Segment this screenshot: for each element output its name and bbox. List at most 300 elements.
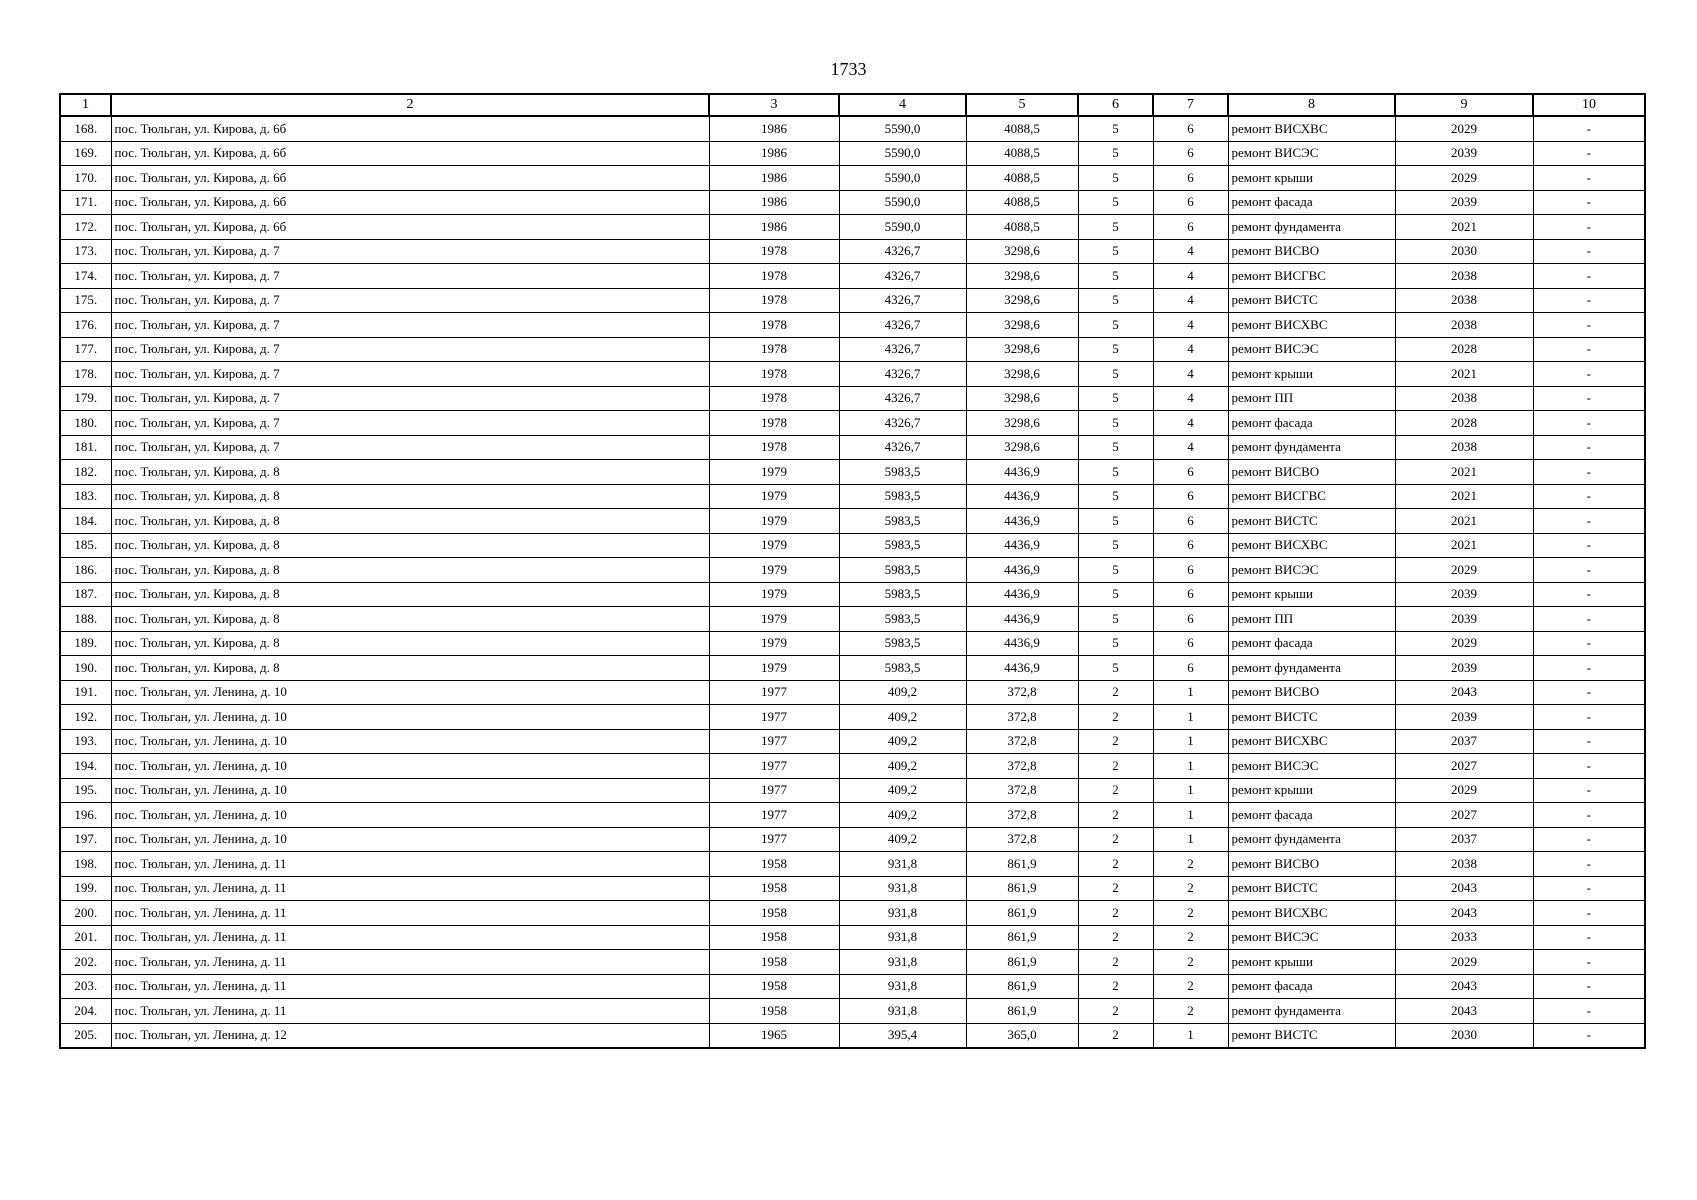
cell-living-area: 861,9 bbox=[966, 950, 1078, 975]
cell-total-area: 4326,7 bbox=[839, 239, 966, 264]
cell-floors: 2 bbox=[1078, 827, 1153, 852]
cell-total-area: 5983,5 bbox=[839, 558, 966, 583]
cell-address: пос. Тюльган, ул. Кирова, д. 7 bbox=[111, 239, 709, 264]
cell-year-built: 1978 bbox=[709, 386, 839, 411]
cell-row-number: 200. bbox=[60, 901, 111, 926]
cell-year-built: 1979 bbox=[709, 460, 839, 485]
cell-entrances: 1 bbox=[1153, 803, 1228, 828]
cell-floors: 5 bbox=[1078, 460, 1153, 485]
cell-value: - bbox=[1533, 607, 1645, 632]
cell-entrances: 6 bbox=[1153, 190, 1228, 215]
cell-value: - bbox=[1533, 974, 1645, 999]
cell-year-built: 1977 bbox=[709, 754, 839, 779]
cell-floors: 5 bbox=[1078, 116, 1153, 141]
cell-total-area: 409,2 bbox=[839, 705, 966, 730]
cell-value: - bbox=[1533, 729, 1645, 754]
cell-planned-year: 2030 bbox=[1395, 1023, 1533, 1048]
cell-address: пос. Тюльган, ул. Кирова, д. 8 bbox=[111, 509, 709, 534]
cell-year-built: 1979 bbox=[709, 631, 839, 656]
column-header-7: 7 bbox=[1153, 94, 1228, 116]
cell-floors: 5 bbox=[1078, 362, 1153, 387]
cell-total-area: 4326,7 bbox=[839, 386, 966, 411]
cell-planned-year: 2043 bbox=[1395, 974, 1533, 999]
cell-floors: 2 bbox=[1078, 852, 1153, 877]
cell-year-built: 1958 bbox=[709, 925, 839, 950]
column-header-5: 5 bbox=[966, 94, 1078, 116]
cell-row-number: 198. bbox=[60, 852, 111, 877]
cell-work-type: ремонт ВИСТС bbox=[1228, 876, 1395, 901]
cell-address: пос. Тюльган, ул. Кирова, д. 6б bbox=[111, 141, 709, 166]
cell-work-type: ремонт ВИСТС bbox=[1228, 288, 1395, 313]
cell-address: пос. Тюльган, ул. Кирова, д. 8 bbox=[111, 533, 709, 558]
cell-work-type: ремонт ВИСТС bbox=[1228, 1023, 1395, 1048]
cell-entrances: 6 bbox=[1153, 656, 1228, 681]
table-row bbox=[60, 215, 1645, 240]
cell-floors: 2 bbox=[1078, 680, 1153, 705]
cell-living-area: 372,8 bbox=[966, 827, 1078, 852]
cell-entrances: 6 bbox=[1153, 631, 1228, 656]
cell-address: пос. Тюльган, ул. Кирова, д. 8 bbox=[111, 558, 709, 583]
cell-value: - bbox=[1533, 190, 1645, 215]
cell-year-built: 1986 bbox=[709, 166, 839, 191]
table-row bbox=[60, 141, 1645, 166]
table-row bbox=[60, 190, 1645, 215]
cell-address: пос. Тюльган, ул. Ленина, д. 11 bbox=[111, 876, 709, 901]
cell-floors: 5 bbox=[1078, 533, 1153, 558]
cell-value: - bbox=[1533, 215, 1645, 240]
cell-living-area: 4436,9 bbox=[966, 582, 1078, 607]
cell-entrances: 2 bbox=[1153, 876, 1228, 901]
cell-work-type: ремонт крыши bbox=[1228, 362, 1395, 387]
cell-entrances: 6 bbox=[1153, 509, 1228, 534]
cell-total-area: 5590,0 bbox=[839, 141, 966, 166]
cell-planned-year: 2037 bbox=[1395, 729, 1533, 754]
cell-entrances: 4 bbox=[1153, 411, 1228, 436]
cell-floors: 2 bbox=[1078, 901, 1153, 926]
cell-living-area: 372,8 bbox=[966, 680, 1078, 705]
cell-total-area: 5590,0 bbox=[839, 116, 966, 141]
cell-living-area: 861,9 bbox=[966, 925, 1078, 950]
cell-entrances: 4 bbox=[1153, 386, 1228, 411]
cell-planned-year: 2029 bbox=[1395, 950, 1533, 975]
cell-entrances: 6 bbox=[1153, 533, 1228, 558]
cell-row-number: 202. bbox=[60, 950, 111, 975]
cell-planned-year: 2021 bbox=[1395, 484, 1533, 509]
cell-living-area: 4436,9 bbox=[966, 509, 1078, 534]
cell-living-area: 4436,9 bbox=[966, 533, 1078, 558]
table-row bbox=[60, 264, 1645, 289]
cell-row-number: 175. bbox=[60, 288, 111, 313]
cell-floors: 2 bbox=[1078, 950, 1153, 975]
cell-living-area: 3298,6 bbox=[966, 313, 1078, 338]
cell-value: - bbox=[1533, 803, 1645, 828]
cell-total-area: 409,2 bbox=[839, 778, 966, 803]
cell-entrances: 4 bbox=[1153, 362, 1228, 387]
cell-row-number: 205. bbox=[60, 1023, 111, 1048]
cell-year-built: 1979 bbox=[709, 656, 839, 681]
cell-planned-year: 2043 bbox=[1395, 680, 1533, 705]
table-row bbox=[60, 288, 1645, 313]
cell-entrances: 4 bbox=[1153, 239, 1228, 264]
cell-row-number: 171. bbox=[60, 190, 111, 215]
table-row bbox=[60, 778, 1645, 803]
cell-row-number: 181. bbox=[60, 435, 111, 460]
cell-entrances: 2 bbox=[1153, 925, 1228, 950]
cell-living-area: 3298,6 bbox=[966, 337, 1078, 362]
table-row bbox=[60, 950, 1645, 975]
cell-year-built: 1958 bbox=[709, 876, 839, 901]
cell-row-number: 179. bbox=[60, 386, 111, 411]
cell-living-area: 3298,6 bbox=[966, 386, 1078, 411]
cell-work-type: ремонт ВИСВО bbox=[1228, 239, 1395, 264]
cell-entrances: 1 bbox=[1153, 754, 1228, 779]
cell-floors: 5 bbox=[1078, 607, 1153, 632]
cell-year-built: 1958 bbox=[709, 901, 839, 926]
cell-work-type: ремонт фундамента bbox=[1228, 215, 1395, 240]
cell-work-type: ремонт ВИСГВС bbox=[1228, 484, 1395, 509]
table-row bbox=[60, 460, 1645, 485]
cell-year-built: 1958 bbox=[709, 950, 839, 975]
cell-work-type: ремонт ПП bbox=[1228, 386, 1395, 411]
cell-year-built: 1979 bbox=[709, 582, 839, 607]
register-table bbox=[59, 93, 1646, 1049]
page-number: 1733 bbox=[830, 59, 867, 79]
cell-value: - bbox=[1533, 925, 1645, 950]
cell-total-area: 5590,0 bbox=[839, 166, 966, 191]
cell-work-type: ремонт ВИСЭС bbox=[1228, 754, 1395, 779]
cell-floors: 5 bbox=[1078, 166, 1153, 191]
cell-total-area: 4326,7 bbox=[839, 313, 966, 338]
cell-value: - bbox=[1533, 484, 1645, 509]
cell-planned-year: 2039 bbox=[1395, 656, 1533, 681]
cell-total-area: 5983,5 bbox=[839, 533, 966, 558]
cell-year-built: 1977 bbox=[709, 803, 839, 828]
column-header-1: 1 bbox=[60, 94, 111, 116]
cell-row-number: 199. bbox=[60, 876, 111, 901]
cell-total-area: 931,8 bbox=[839, 876, 966, 901]
cell-work-type: ремонт фасада bbox=[1228, 190, 1395, 215]
cell-living-area: 3298,6 bbox=[966, 264, 1078, 289]
cell-total-area: 409,2 bbox=[839, 827, 966, 852]
cell-work-type: ремонт ВИСТС bbox=[1228, 705, 1395, 730]
cell-row-number: 187. bbox=[60, 582, 111, 607]
cell-living-area: 3298,6 bbox=[966, 411, 1078, 436]
table-row bbox=[60, 803, 1645, 828]
cell-entrances: 6 bbox=[1153, 607, 1228, 632]
cell-address: пос. Тюльган, ул. Ленина, д. 10 bbox=[111, 827, 709, 852]
cell-living-area: 4088,5 bbox=[966, 215, 1078, 240]
cell-value: - bbox=[1533, 999, 1645, 1024]
cell-living-area: 4436,9 bbox=[966, 460, 1078, 485]
cell-total-area: 409,2 bbox=[839, 729, 966, 754]
cell-living-area: 4088,5 bbox=[966, 190, 1078, 215]
cell-living-area: 372,8 bbox=[966, 729, 1078, 754]
cell-work-type: ремонт фасада bbox=[1228, 974, 1395, 999]
cell-total-area: 4326,7 bbox=[839, 288, 966, 313]
table-row bbox=[60, 852, 1645, 877]
cell-row-number: 180. bbox=[60, 411, 111, 436]
cell-row-number: 174. bbox=[60, 264, 111, 289]
cell-year-built: 1986 bbox=[709, 215, 839, 240]
cell-work-type: ремонт крыши bbox=[1228, 166, 1395, 191]
cell-living-area: 372,8 bbox=[966, 705, 1078, 730]
table-row bbox=[60, 754, 1645, 779]
cell-work-type: ремонт ВИСГВС bbox=[1228, 264, 1395, 289]
cell-floors: 5 bbox=[1078, 558, 1153, 583]
cell-floors: 2 bbox=[1078, 876, 1153, 901]
table-row bbox=[60, 1023, 1645, 1048]
cell-floors: 5 bbox=[1078, 141, 1153, 166]
cell-value: - bbox=[1533, 656, 1645, 681]
cell-total-area: 5983,5 bbox=[839, 582, 966, 607]
cell-floors: 2 bbox=[1078, 778, 1153, 803]
cell-work-type: ремонт ВИСВО bbox=[1228, 680, 1395, 705]
cell-work-type: ремонт фасада bbox=[1228, 803, 1395, 828]
cell-value: - bbox=[1533, 631, 1645, 656]
cell-entrances: 2 bbox=[1153, 950, 1228, 975]
cell-value: - bbox=[1533, 435, 1645, 460]
cell-living-area: 861,9 bbox=[966, 876, 1078, 901]
cell-row-number: 170. bbox=[60, 166, 111, 191]
cell-total-area: 5590,0 bbox=[839, 215, 966, 240]
cell-floors: 2 bbox=[1078, 729, 1153, 754]
table-row bbox=[60, 116, 1645, 141]
cell-row-number: 194. bbox=[60, 754, 111, 779]
cell-row-number: 203. bbox=[60, 974, 111, 999]
cell-address: пос. Тюльган, ул. Кирова, д. 8 bbox=[111, 607, 709, 632]
cell-total-area: 931,8 bbox=[839, 950, 966, 975]
cell-entrances: 6 bbox=[1153, 215, 1228, 240]
cell-row-number: 204. bbox=[60, 999, 111, 1024]
cell-value: - bbox=[1533, 778, 1645, 803]
cell-address: пос. Тюльган, ул. Кирова, д. 6б bbox=[111, 190, 709, 215]
cell-total-area: 5590,0 bbox=[839, 190, 966, 215]
cell-value: - bbox=[1533, 754, 1645, 779]
cell-floors: 5 bbox=[1078, 411, 1153, 436]
table-row bbox=[60, 631, 1645, 656]
table-row bbox=[60, 337, 1645, 362]
cell-year-built: 1978 bbox=[709, 239, 839, 264]
cell-floors: 5 bbox=[1078, 582, 1153, 607]
table-row bbox=[60, 827, 1645, 852]
cell-year-built: 1978 bbox=[709, 411, 839, 436]
table-row bbox=[60, 386, 1645, 411]
cell-floors: 5 bbox=[1078, 386, 1153, 411]
table-row bbox=[60, 876, 1645, 901]
cell-total-area: 395,4 bbox=[839, 1023, 966, 1048]
cell-floors: 5 bbox=[1078, 215, 1153, 240]
cell-total-area: 4326,7 bbox=[839, 411, 966, 436]
cell-address: пос. Тюльган, ул. Ленина, д. 10 bbox=[111, 729, 709, 754]
cell-value: - bbox=[1533, 337, 1645, 362]
cell-planned-year: 2029 bbox=[1395, 116, 1533, 141]
cell-planned-year: 2033 bbox=[1395, 925, 1533, 950]
cell-work-type: ремонт ВИСЭС bbox=[1228, 558, 1395, 583]
cell-address: пос. Тюльган, ул. Кирова, д. 8 bbox=[111, 460, 709, 485]
table-row bbox=[60, 558, 1645, 583]
cell-planned-year: 2029 bbox=[1395, 631, 1533, 656]
cell-address: пос. Тюльган, ул. Кирова, д. 8 bbox=[111, 631, 709, 656]
cell-entrances: 1 bbox=[1153, 1023, 1228, 1048]
cell-living-area: 4436,9 bbox=[966, 558, 1078, 583]
column-header-2: 2 bbox=[111, 94, 709, 116]
cell-entrances: 6 bbox=[1153, 116, 1228, 141]
cell-living-area: 4436,9 bbox=[966, 631, 1078, 656]
cell-year-built: 1986 bbox=[709, 116, 839, 141]
cell-address: пос. Тюльган, ул. Кирова, д. 7 bbox=[111, 264, 709, 289]
cell-address: пос. Тюльган, ул. Кирова, д. 6б bbox=[111, 166, 709, 191]
cell-address: пос. Тюльган, ул. Ленина, д. 11 bbox=[111, 852, 709, 877]
column-header-8: 8 bbox=[1228, 94, 1395, 116]
cell-year-built: 1979 bbox=[709, 533, 839, 558]
cell-planned-year: 2021 bbox=[1395, 509, 1533, 534]
cell-floors: 5 bbox=[1078, 656, 1153, 681]
cell-floors: 2 bbox=[1078, 999, 1153, 1024]
cell-living-area: 4088,5 bbox=[966, 141, 1078, 166]
cell-row-number: 184. bbox=[60, 509, 111, 534]
cell-work-type: ремонт ВИСВО bbox=[1228, 852, 1395, 877]
cell-value: - bbox=[1533, 950, 1645, 975]
cell-row-number: 185. bbox=[60, 533, 111, 558]
cell-year-built: 1979 bbox=[709, 558, 839, 583]
cell-work-type: ремонт ВИСТС bbox=[1228, 509, 1395, 534]
cell-value: - bbox=[1533, 141, 1645, 166]
cell-work-type: ремонт ВИСХВС bbox=[1228, 313, 1395, 338]
cell-total-area: 409,2 bbox=[839, 754, 966, 779]
cell-work-type: ремонт ВИСВО bbox=[1228, 460, 1395, 485]
cell-work-type: ремонт крыши bbox=[1228, 950, 1395, 975]
cell-floors: 5 bbox=[1078, 631, 1153, 656]
cell-floors: 5 bbox=[1078, 337, 1153, 362]
cell-address: пос. Тюльган, ул. Кирова, д. 7 bbox=[111, 435, 709, 460]
table-row bbox=[60, 411, 1645, 436]
cell-entrances: 4 bbox=[1153, 264, 1228, 289]
cell-total-area: 5983,5 bbox=[839, 484, 966, 509]
table-row bbox=[60, 729, 1645, 754]
cell-address: пос. Тюльган, ул. Ленина, д. 12 bbox=[111, 1023, 709, 1048]
cell-total-area: 5983,5 bbox=[839, 509, 966, 534]
cell-work-type: ремонт ВИСХВС bbox=[1228, 533, 1395, 558]
cell-work-type: ремонт фундамента bbox=[1228, 827, 1395, 852]
cell-entrances: 1 bbox=[1153, 778, 1228, 803]
cell-entrances: 6 bbox=[1153, 484, 1228, 509]
cell-value: - bbox=[1533, 239, 1645, 264]
cell-year-built: 1978 bbox=[709, 264, 839, 289]
table-row bbox=[60, 705, 1645, 730]
cell-value: - bbox=[1533, 116, 1645, 141]
cell-planned-year: 2028 bbox=[1395, 337, 1533, 362]
cell-living-area: 372,8 bbox=[966, 754, 1078, 779]
cell-total-area: 4326,7 bbox=[839, 362, 966, 387]
table-row bbox=[60, 435, 1645, 460]
cell-work-type: ремонт ВИСХВС bbox=[1228, 116, 1395, 141]
cell-total-area: 4326,7 bbox=[839, 264, 966, 289]
cell-living-area: 861,9 bbox=[966, 999, 1078, 1024]
cell-year-built: 1979 bbox=[709, 484, 839, 509]
cell-address: пос. Тюльган, ул. Ленина, д. 10 bbox=[111, 705, 709, 730]
cell-value: - bbox=[1533, 362, 1645, 387]
cell-planned-year: 2029 bbox=[1395, 166, 1533, 191]
cell-value: - bbox=[1533, 582, 1645, 607]
cell-work-type: ремонт ВИСЭС bbox=[1228, 141, 1395, 166]
cell-address: пос. Тюльган, ул. Ленина, д. 11 bbox=[111, 950, 709, 975]
cell-work-type: ремонт фундамента bbox=[1228, 999, 1395, 1024]
cell-floors: 2 bbox=[1078, 754, 1153, 779]
table-body bbox=[60, 94, 1645, 1048]
cell-work-type: ремонт ВИСХВС bbox=[1228, 729, 1395, 754]
cell-value: - bbox=[1533, 533, 1645, 558]
cell-floors: 5 bbox=[1078, 313, 1153, 338]
cell-value: - bbox=[1533, 509, 1645, 534]
cell-value: - bbox=[1533, 460, 1645, 485]
cell-work-type: ремонт ВИСЭС bbox=[1228, 925, 1395, 950]
cell-planned-year: 2039 bbox=[1395, 141, 1533, 166]
table-row bbox=[60, 313, 1645, 338]
cell-floors: 5 bbox=[1078, 190, 1153, 215]
cell-year-built: 1965 bbox=[709, 1023, 839, 1048]
cell-work-type: ремонт крыши bbox=[1228, 582, 1395, 607]
cell-work-type: ремонт крыши bbox=[1228, 778, 1395, 803]
cell-value: - bbox=[1533, 411, 1645, 436]
cell-living-area: 365,0 bbox=[966, 1023, 1078, 1048]
cell-value: - bbox=[1533, 1023, 1645, 1048]
cell-value: - bbox=[1533, 852, 1645, 877]
cell-year-built: 1977 bbox=[709, 680, 839, 705]
table-row bbox=[60, 239, 1645, 264]
table-row bbox=[60, 533, 1645, 558]
cell-year-built: 1958 bbox=[709, 974, 839, 999]
cell-address: пос. Тюльган, ул. Кирова, д. 7 bbox=[111, 362, 709, 387]
cell-address: пос. Тюльган, ул. Кирова, д. 8 bbox=[111, 582, 709, 607]
cell-planned-year: 2039 bbox=[1395, 190, 1533, 215]
cell-year-built: 1986 bbox=[709, 141, 839, 166]
cell-total-area: 5983,5 bbox=[839, 607, 966, 632]
cell-work-type: ремонт фундамента bbox=[1228, 435, 1395, 460]
cell-entrances: 4 bbox=[1153, 313, 1228, 338]
column-header-4: 4 bbox=[839, 94, 966, 116]
cell-row-number: 190. bbox=[60, 656, 111, 681]
cell-work-type: ремонт фасада bbox=[1228, 631, 1395, 656]
cell-floors: 2 bbox=[1078, 1023, 1153, 1048]
cell-planned-year: 2043 bbox=[1395, 876, 1533, 901]
cell-total-area: 4326,7 bbox=[839, 337, 966, 362]
cell-planned-year: 2030 bbox=[1395, 239, 1533, 264]
cell-planned-year: 2021 bbox=[1395, 215, 1533, 240]
cell-row-number: 189. bbox=[60, 631, 111, 656]
cell-address: пос. Тюльган, ул. Кирова, д. 8 bbox=[111, 484, 709, 509]
cell-floors: 5 bbox=[1078, 264, 1153, 289]
cell-row-number: 193. bbox=[60, 729, 111, 754]
cell-living-area: 3298,6 bbox=[966, 362, 1078, 387]
cell-year-built: 1977 bbox=[709, 778, 839, 803]
cell-address: пос. Тюльган, ул. Ленина, д. 11 bbox=[111, 901, 709, 926]
cell-entrances: 6 bbox=[1153, 582, 1228, 607]
table-row bbox=[60, 484, 1645, 509]
cell-entrances: 4 bbox=[1153, 288, 1228, 313]
cell-value: - bbox=[1533, 313, 1645, 338]
cell-total-area: 409,2 bbox=[839, 803, 966, 828]
cell-total-area: 5983,5 bbox=[839, 656, 966, 681]
cell-year-built: 1977 bbox=[709, 705, 839, 730]
cell-work-type: ремонт ПП bbox=[1228, 607, 1395, 632]
cell-living-area: 3298,6 bbox=[966, 239, 1078, 264]
cell-planned-year: 2027 bbox=[1395, 754, 1533, 779]
cell-total-area: 931,8 bbox=[839, 901, 966, 926]
cell-floors: 2 bbox=[1078, 705, 1153, 730]
cell-row-number: 176. bbox=[60, 313, 111, 338]
cell-address: пос. Тюльган, ул. Кирова, д. 7 bbox=[111, 313, 709, 338]
cell-planned-year: 2038 bbox=[1395, 435, 1533, 460]
